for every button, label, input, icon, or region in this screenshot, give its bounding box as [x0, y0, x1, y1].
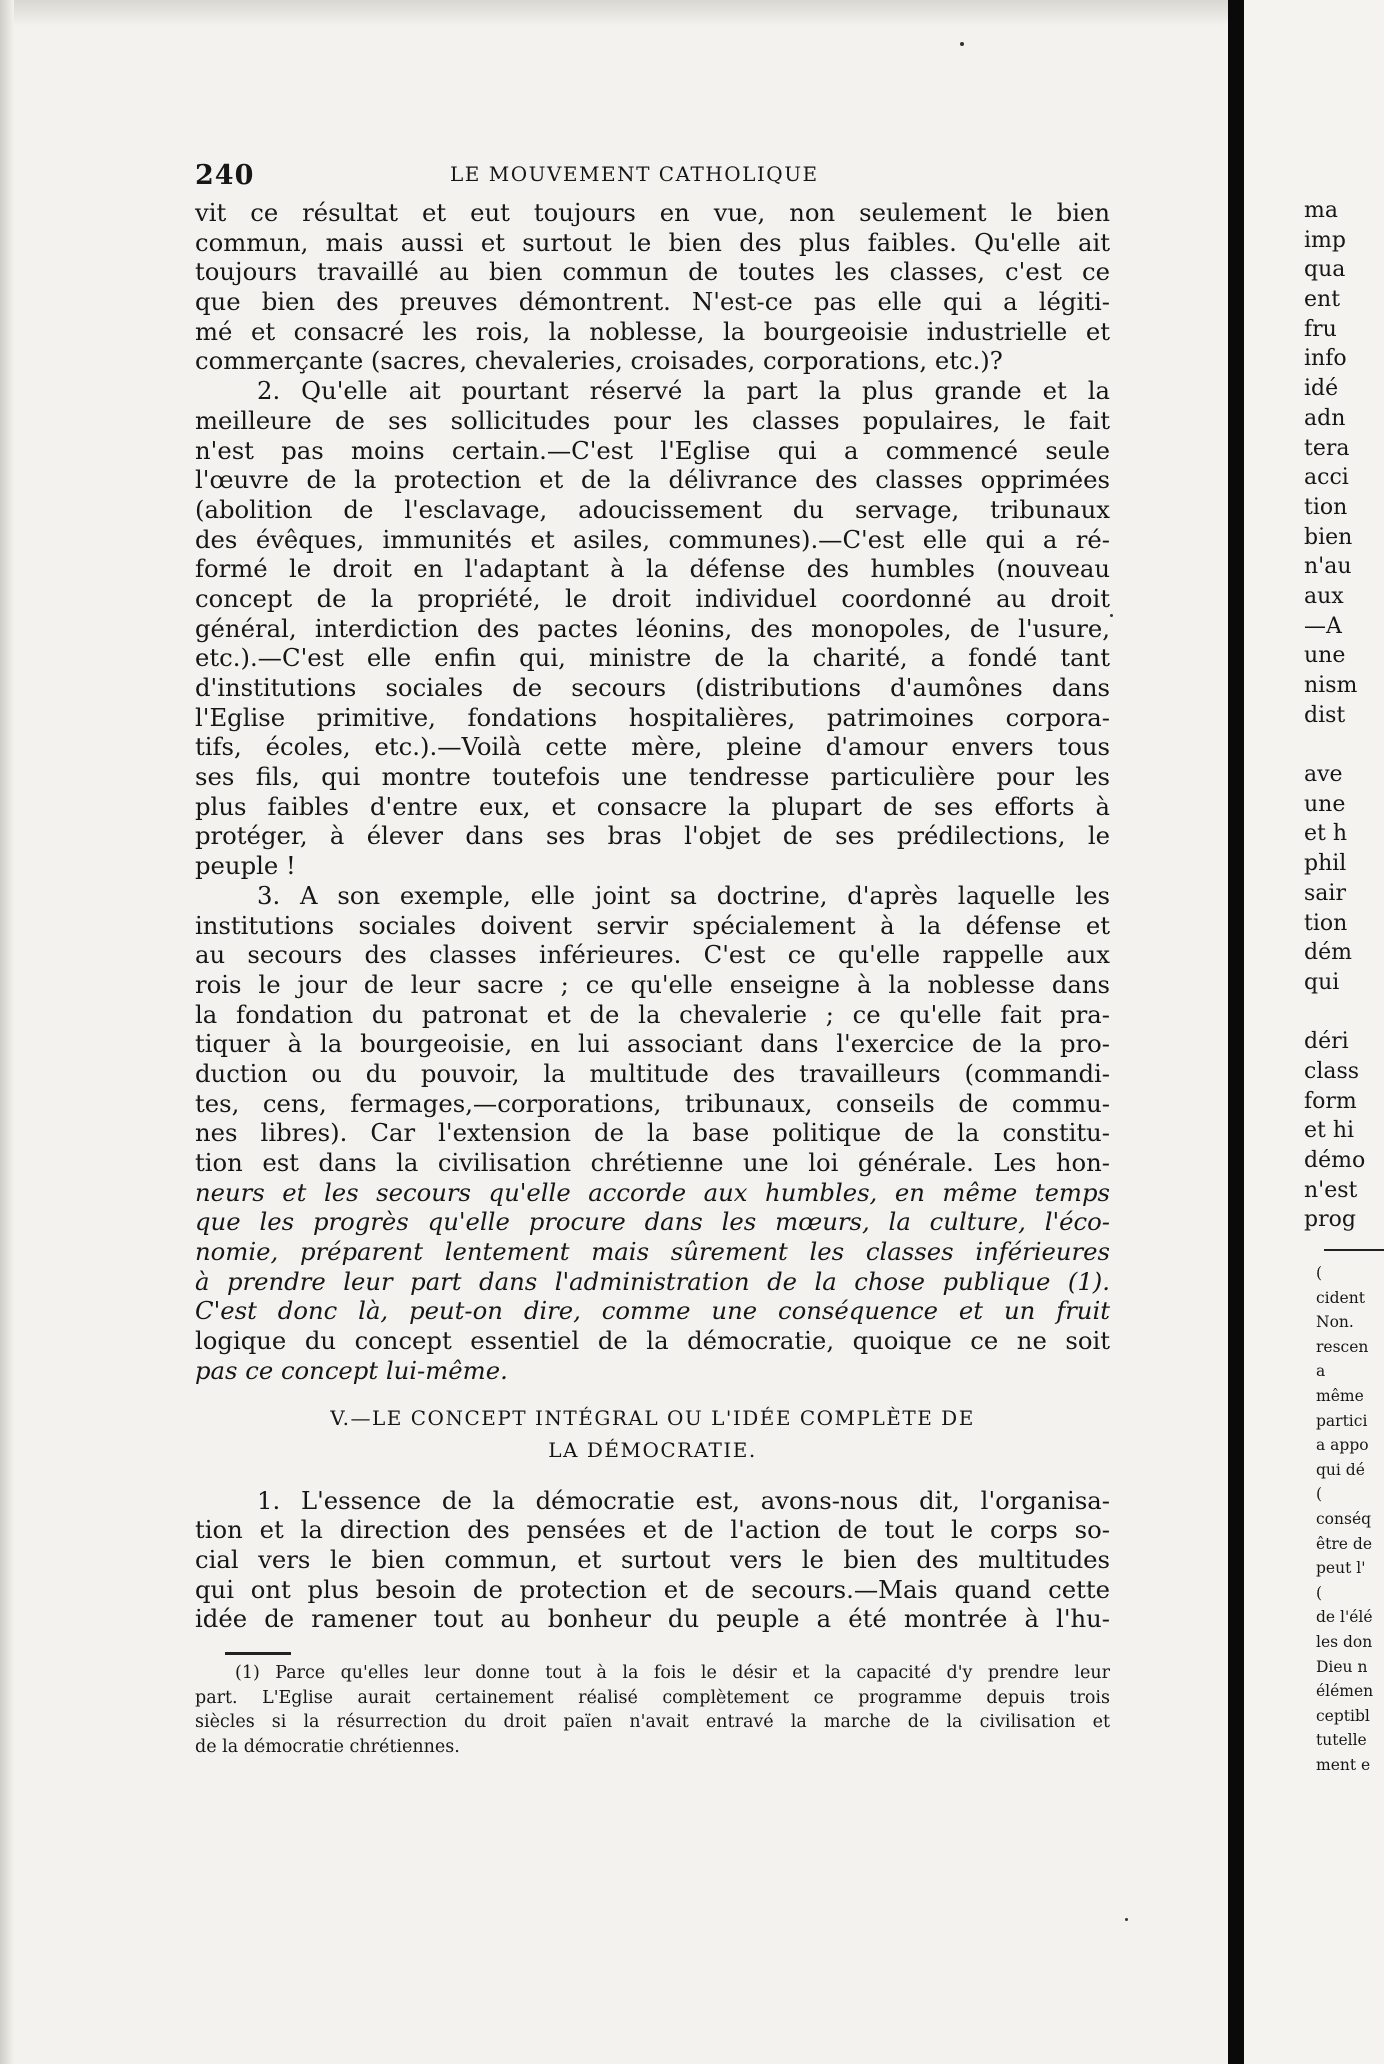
right-page-footnote-fragment: même	[1316, 1387, 1364, 1406]
scan-speck	[960, 42, 964, 46]
right-page-line-fragment: bien	[1304, 524, 1353, 550]
text-line: tifs, écoles, etc.).—Voilà cette mère, pleine d'amour envers tous	[195, 732, 1110, 762]
right-page-line-fragment: form	[1304, 1088, 1357, 1114]
right-page-line-fragment: tion	[1304, 494, 1348, 520]
right-page-line-fragment: une	[1304, 643, 1346, 669]
right-page-footnote-fragment: ceptibl	[1316, 1706, 1370, 1725]
text-line: mé et consacré les rois, la noblesse, la bourgeoisie industrielle et	[195, 316, 1110, 346]
book-gutter	[1228, 0, 1244, 2064]
section-heading: V.—LE CONCEPT INTÉGRAL OU L'IDÉE COMPLÈTE DE	[330, 1405, 975, 1430]
right-page-line-fragment: info	[1304, 346, 1347, 372]
section-text	[195, 1486, 1110, 1634]
right-page-footnote-fragment: élémen	[1316, 1682, 1374, 1701]
text-line: nomie, préparent lentement mais sûrement les classes inférieures	[195, 1237, 1110, 1267]
text-line: l'Eglise primitive, fondations hospitalières, patrimoines corpora-	[195, 702, 1110, 732]
text-line: 2. Qu'elle ait pourtant réservé la part la plus grande et la	[257, 376, 1110, 406]
text-line: nes libres). Car l'extension de la base politique de la constitu-	[195, 1118, 1110, 1148]
right-page-line-fragment: une	[1304, 791, 1346, 817]
text-line: que bien des preuves démontrent. N'est-ce pas elle qui a légiti-	[195, 287, 1110, 317]
right-page-line-fragment: nism	[1304, 673, 1358, 698]
text-line: neurs et les secours qu'elle accorde aux humbles, en même temps	[195, 1177, 1110, 1207]
text-line: rois le jour de leur sacre ; ce qu'elle enseigne à la noblesse dans	[195, 969, 1110, 999]
right-page-line-fragment: idé	[1304, 376, 1339, 402]
text-line: (abolition de l'esclavage, adoucissement du servage, tribunaux	[195, 494, 1110, 524]
right-page-line-fragment: qua	[1304, 257, 1346, 283]
right-page-footnote-rule	[1324, 1249, 1384, 1251]
right-page-line-fragment: aux	[1304, 583, 1344, 609]
footnote-line: siècles si la résurrection du droit païen n'avait entravé la marche de la civilisation et	[195, 1712, 1110, 1733]
body-text	[195, 198, 1110, 1386]
right-page-line-fragment: phil	[1304, 851, 1347, 877]
right-page-line-fragment: adn	[1304, 405, 1346, 431]
right-page-footnote-fragment: qui dé	[1316, 1460, 1365, 1479]
right-page-footnotes	[1244, 1261, 1384, 1777]
right-page-line-fragment: ma	[1304, 198, 1338, 223]
text-line: duction ou du pouvoir, la multitude des travailleurs (commandi-	[195, 1058, 1110, 1088]
text-line: tion est dans la civilisation chrétienne une loi générale. Les hon-	[195, 1148, 1110, 1177]
book-page-right	[1244, 0, 1384, 2064]
text-line: tiquer à la bourgeoisie, en lui associant dans l'exercice de la pro-	[195, 1029, 1110, 1059]
scan-shadow-left	[0, 0, 14, 2064]
text-line: institutions sociales doivent servir spécialement à la défense et	[195, 910, 1110, 940]
text-line: la fondation du patronat et de la chevalerie ; ce qu'elle fait pra-	[195, 999, 1110, 1029]
scan-shadow-top	[0, 0, 1230, 26]
footnote-line: part. L'Eglise aurait certainement réalisé complètement ce programme depuis trois	[195, 1687, 1110, 1708]
footnotes	[195, 1661, 1110, 1759]
footnote-rule	[225, 1652, 291, 1655]
right-page-footnote-fragment: Non.	[1316, 1313, 1354, 1332]
right-page-line-fragment: ave	[1304, 762, 1343, 788]
text-line: meilleure de ses sollicitudes pour les classes populaires, le fait	[195, 405, 1110, 435]
right-page-footnote-fragment: Dieu n	[1316, 1657, 1368, 1676]
text-line: général, interdiction des pactes léonins, des monopoles, de l'usure,	[195, 613, 1110, 643]
right-page-line-fragment: acci	[1304, 465, 1349, 491]
text-line: protéger, à élever dans ses bras l'objet de ses prédilections, le	[195, 821, 1110, 851]
text-line: C'est donc là, peut-on dire, comme une conséquence et un fruit	[195, 1296, 1110, 1326]
text-line: formé le droit en l'adaptant à la défense des humbles (nouveau	[195, 554, 1110, 584]
text-line: ses fils, qui montre toutefois une tendresse particulière pour les	[195, 762, 1110, 792]
text-line: commun, mais aussi et surtout le bien des plus faibles. Qu'elle ait	[195, 227, 1110, 257]
right-page-line-fragment: et h	[1304, 821, 1348, 847]
text-line: etc.).—C'est elle enfin qui, ministre de la charité, a fondé tant	[195, 643, 1110, 673]
text-line: qui ont plus besoin de protection et de secours.—Mais quand cette	[195, 1574, 1110, 1604]
scan-speck	[1110, 614, 1113, 617]
footnote-line: de la démocratie chrétiennes.	[195, 1736, 460, 1757]
scan-speck	[1125, 1918, 1128, 1921]
right-page-line-fragment: n'au	[1304, 554, 1352, 580]
text-line: idée de ramener tout au bonheur du peuple a été montrée à l'hu-	[195, 1604, 1110, 1634]
text-line: au secours des classes inférieures. C'est ce qu'elle rappelle aux	[195, 940, 1110, 970]
right-page-line-fragment: prog	[1304, 1207, 1356, 1233]
right-page-footnote-fragment: partici	[1316, 1411, 1368, 1430]
text-line: à prendre leur part dans l'administration de la chose publique (1).	[195, 1266, 1110, 1296]
text-line: commerçante (sacres, chevaleries, croisades, corporations, etc.)?	[195, 346, 1003, 376]
right-page-footnote-fragment: (	[1316, 1485, 1323, 1504]
right-page-footnote-fragment: les don	[1316, 1632, 1373, 1651]
right-page-footnote-fragment: (	[1316, 1583, 1323, 1602]
right-page-line-fragment: n'est	[1304, 1177, 1358, 1203]
text-line: pas ce concept lui-même.	[195, 1355, 508, 1385]
right-page-footnote-fragment: tutelle	[1316, 1731, 1367, 1750]
text-line: 1. L'essence de la démocratie est, avons-nous dit, l'organisa-	[257, 1485, 1110, 1515]
right-page-footnote-fragment: de l'élé	[1316, 1608, 1373, 1627]
right-page-line-fragment: tion	[1304, 910, 1348, 936]
right-page-footnote-fragment: cident	[1316, 1288, 1365, 1307]
right-page-footnote-fragment: a appo	[1316, 1436, 1369, 1455]
text-line: toujours travaillé au bien commun de toutes les classes, c'est ce	[195, 257, 1110, 287]
text-line: des évêques, immunités et asiles, communes).—C'est elle qui a ré-	[195, 524, 1110, 554]
right-page-line-fragment: tera	[1304, 435, 1350, 461]
text-line: que les progrès qu'elle procure dans les mœurs, la culture, l'éco-	[195, 1207, 1110, 1237]
page-number: 240	[195, 160, 255, 191]
right-page-line-fragment: dém	[1304, 940, 1352, 966]
text-line: peuple !	[195, 851, 296, 881]
right-page-line-fragment: qui	[1304, 969, 1340, 995]
right-page-line-fragment: déri	[1304, 1029, 1349, 1055]
right-page-footnote-fragment: rescen	[1316, 1337, 1369, 1356]
right-page-line-fragment	[1244, 730, 1384, 760]
right-page-footnote-fragment: (	[1316, 1264, 1323, 1283]
right-page-footnote-fragment: a	[1316, 1362, 1326, 1381]
right-page-line-fragment: —A	[1304, 613, 1342, 639]
right-page-line-fragment: et hi	[1304, 1118, 1355, 1144]
text-line: concept de la propriété, le droit individuel coordonné au droit	[195, 583, 1110, 613]
right-page-line-fragment: class	[1304, 1058, 1360, 1084]
right-page-line-fragment: démo	[1304, 1148, 1366, 1173]
right-page-line-fragment: sair	[1304, 880, 1346, 906]
text-line: logique du concept essentiel de la démocratie, quoique ce ne soit	[195, 1326, 1110, 1356]
right-page-line-fragment	[1244, 998, 1384, 1028]
text-line: plus faibles d'entre eux, et consacre la plupart de ses efforts à	[195, 791, 1110, 821]
running-title: LE MOUVEMENT CATHOLIQUE	[450, 162, 819, 186]
right-page-line-fragment: dist	[1304, 702, 1346, 728]
right-page-text	[1244, 196, 1384, 1235]
footnote-line: (1) Parce qu'elles leur donne tout à la fois le désir et la capacité d'y prendre leur	[235, 1662, 1110, 1683]
text-line: d'institutions sociales de secours (distributions d'aumônes dans	[195, 673, 1110, 702]
book-page-left	[195, 150, 1110, 1759]
text-line: vit ce résultat et eut toujours en vue, non seulement le bien	[195, 198, 1110, 227]
right-page-line-fragment: fru	[1304, 316, 1337, 342]
right-page-line-fragment: imp	[1304, 227, 1346, 253]
text-line: n'est pas moins certain.—C'est l'Eglise qui a commencé seule	[195, 435, 1110, 465]
text-line: 3. A son exemple, elle joint sa doctrine, d'après laquelle les	[257, 880, 1110, 910]
text-line: tion et la direction des pensées et de l'action de tout le corps so-	[195, 1515, 1110, 1545]
right-page-footnote-fragment: peut l'	[1316, 1559, 1366, 1578]
right-page-footnote-fragment: ment e	[1316, 1755, 1371, 1774]
section-heading-continued: LA DÉMOCRATIE.	[548, 1437, 757, 1462]
text-line: cial vers le bien commun, et surtout vers le bien des multitudes	[195, 1544, 1110, 1574]
text-line: l'œuvre de la protection et de la délivrance des classes opprimées	[195, 465, 1110, 495]
right-page-line-fragment: ent	[1304, 287, 1341, 313]
right-page-footnote-fragment: être de	[1316, 1534, 1373, 1553]
running-head	[195, 150, 1110, 190]
text-line: tes, cens, fermages,—corporations, tribunaux, conseils de commu-	[195, 1088, 1110, 1118]
right-page-footnote-fragment: conséq	[1316, 1510, 1372, 1528]
